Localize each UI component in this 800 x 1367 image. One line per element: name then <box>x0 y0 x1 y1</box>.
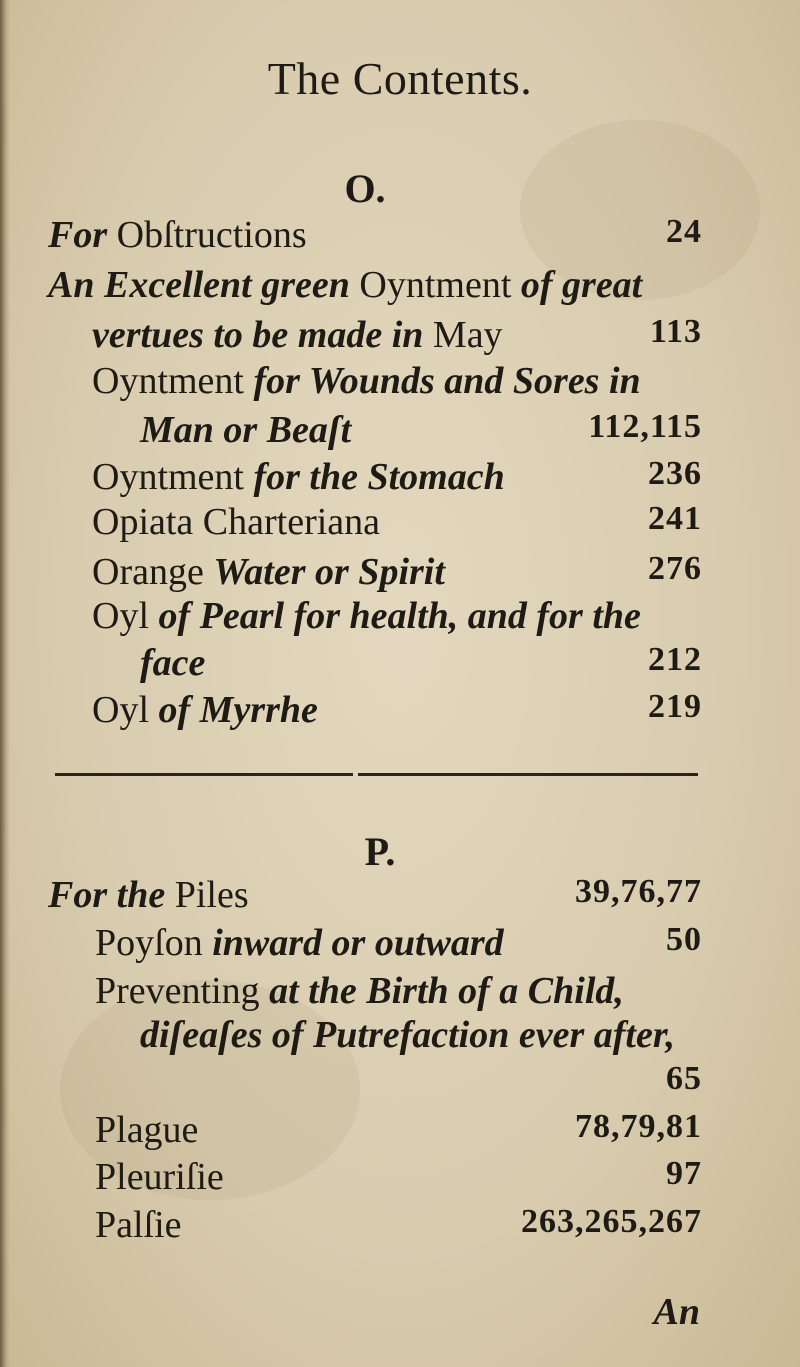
entry-title-roman: Plague <box>95 1109 199 1151</box>
entry-title <box>48 213 307 257</box>
entry-title <box>140 408 351 452</box>
section-divider-left <box>55 773 353 776</box>
entry-title <box>92 550 445 594</box>
toc-entry <box>0 359 800 411</box>
entry-title-roman: Opiata Charteriana <box>92 501 381 543</box>
entry-page-number: 97 <box>666 1155 702 1192</box>
entry-title <box>48 263 642 307</box>
catchword: An <box>653 1291 700 1333</box>
toc-entry <box>0 594 800 646</box>
entry-title <box>140 641 205 685</box>
entry-page-number: 24 <box>666 213 702 250</box>
entry-title-roman: Pleuriſie <box>95 1156 224 1198</box>
entry-title-roman: Palſie <box>95 1204 182 1246</box>
entry-title <box>140 1013 675 1057</box>
entry-title-italic: of Pearl for health, and for the <box>158 595 641 637</box>
entry-title-italic: diſeaſes of Putrefaction ever after, <box>140 1014 676 1056</box>
entry-title-italic: inward or outward <box>212 922 504 964</box>
toc-entry <box>0 921 800 973</box>
entry-title <box>92 688 318 732</box>
running-head: The Contents. <box>267 53 533 104</box>
entry-title-italic: for the Stomach <box>253 456 505 498</box>
toc-entry <box>0 263 800 315</box>
entry-title-roman: Obſtructions <box>116 214 307 256</box>
entry-page-number: 263,265,267 <box>521 1203 702 1240</box>
entry-page-number: 112,115 <box>588 408 702 445</box>
toc-entry <box>0 1155 800 1207</box>
toc-entry <box>0 688 800 740</box>
entry-title <box>92 455 505 499</box>
entry-page-number: 39,76,77 <box>575 873 702 910</box>
entry-title-italic: An Excellent green <box>48 264 360 306</box>
entry-title-italic: Man or Beaſt <box>140 409 352 451</box>
entry-title-italic: face <box>140 642 206 684</box>
entry-title-italic: at the Birth of a Child, <box>269 970 624 1012</box>
entry-title-roman: Oyntment <box>92 456 254 498</box>
toc-entry <box>0 873 800 925</box>
toc-entry <box>0 408 800 460</box>
toc-entry <box>0 1203 800 1255</box>
entry-page-number: 78,79,81 <box>575 1108 702 1145</box>
toc-entry <box>0 641 800 693</box>
entry-title-roman: May <box>432 314 503 356</box>
entry-page-number: 276 <box>648 550 702 587</box>
entry-page-number: 65 <box>666 1060 702 1097</box>
entry-title <box>95 921 504 965</box>
entry-title <box>95 969 624 1013</box>
entry-title <box>48 873 249 917</box>
entry-title <box>92 500 380 544</box>
entry-title-roman: Preventing <box>95 970 270 1012</box>
entry-page-number: 50 <box>666 921 702 958</box>
entry-title-italic: vertues to be made in <box>92 314 433 356</box>
entry-title-italic: for Wounds and Sores in <box>253 360 641 402</box>
entry-title-roman: Orange <box>92 551 214 593</box>
entry-title-italic: of great <box>520 264 643 306</box>
entry-page-number: 113 <box>649 313 702 350</box>
section-letter-p: P. <box>364 829 396 874</box>
section-divider-right <box>358 773 698 776</box>
entry-title-italic: For <box>48 214 117 256</box>
entry-title-italic: of Myrrhe <box>158 689 318 731</box>
entry-title <box>92 594 641 638</box>
toc-entry <box>0 213 800 265</box>
entry-title-roman: Oyntment <box>92 360 254 402</box>
entry-title-italic: For the <box>48 874 175 916</box>
entry-title-roman: Oyl <box>92 689 159 731</box>
toc-entry <box>0 1060 800 1112</box>
toc-entry <box>0 1013 800 1065</box>
entry-title-roman: Poyſon <box>95 922 213 964</box>
entry-title <box>95 1155 224 1199</box>
toc-entry <box>0 1108 800 1160</box>
entry-title-italic: Water or Spirit <box>213 551 445 593</box>
section-letter-o: O. <box>344 166 386 211</box>
entry-title-roman: Oyl <box>92 595 159 637</box>
entry-title <box>95 1108 198 1152</box>
entry-title-roman: Oyntment <box>359 264 521 306</box>
entry-page-number: 236 <box>648 455 702 492</box>
entry-title <box>92 313 503 357</box>
toc-entry <box>0 313 800 365</box>
entry-title-roman: Piles <box>174 874 249 916</box>
entry-page-number: 212 <box>648 641 702 678</box>
entry-page-number: 219 <box>648 688 702 725</box>
entry-page-number: 241 <box>648 500 702 537</box>
entry-title <box>95 1203 182 1247</box>
toc-entry <box>0 500 800 552</box>
entry-title <box>92 359 641 403</box>
